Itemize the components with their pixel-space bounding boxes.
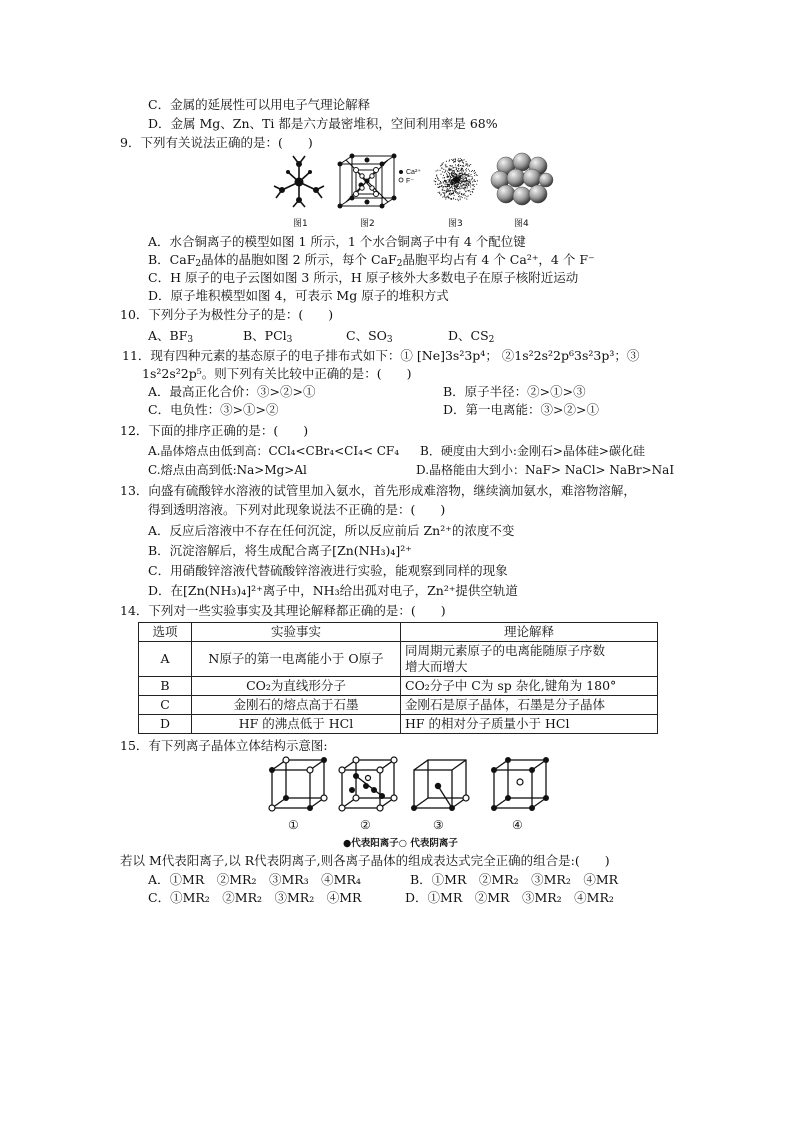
row-option: A bbox=[139, 642, 192, 677]
q15-question: 若以 M代表阳离子,以 R代表阴离子,则各离子晶体的组成表达式完全正确的组合是:( ) bbox=[120, 853, 610, 868]
cube3-structure bbox=[410, 756, 472, 814]
q12-option-d: D.晶格能由大到小：NaF> NaCl> NaBr>NaI bbox=[416, 463, 675, 477]
q10-option-c: C、$SO_3$ bbox=[346, 328, 393, 345]
q9-option-b: B．CaF$_2$晶体的晶胞如图 2 所示，每个 CaF$_2$晶胞平均占有 4 个 Ca²⁺，4 个 F⁻ bbox=[148, 252, 595, 269]
fig1-hydrated-copper-model bbox=[268, 152, 330, 210]
q12-stem: 12．下面的排序正确的是：( ) bbox=[120, 423, 309, 438]
q11-option-a: A．最高正化合价：③>②>① bbox=[148, 384, 316, 399]
q9-option-c: C．H 原子的电子云图如图 3 所示，H 原子核外大多数电子在原子核附近运动 bbox=[148, 270, 579, 285]
fig4-caption: 图4 bbox=[514, 219, 529, 229]
row-fact: N原子的第一电离能小于 O原子 bbox=[192, 642, 401, 677]
q8-option-d: D．金属 Mg、Zn、Ti 都是六方最密堆积，空间利用率是 68% bbox=[148, 116, 498, 131]
q9-stem: 9．下列有关说法正确的是：( ) bbox=[120, 135, 313, 150]
header-explanation: 理论解释 bbox=[401, 623, 658, 642]
q11-option-d: D．第一电离能：③>②>① bbox=[443, 402, 599, 417]
q13-stem-line1: 13．向盛有硫酸锌水溶液的试管里加入氨水，首先形成难溶物，继续滴加氨水，难溶物溶解， bbox=[120, 483, 636, 498]
q13-stem-line2: 得到透明溶液。下列对此现象说法不正确的是：( ) bbox=[148, 502, 446, 517]
table-row bbox=[139, 696, 658, 715]
q12-option-c: C.熔点由高到低:Na>Mg>Al bbox=[148, 463, 307, 477]
q15-option-d: D．①MR ②MR ③MR₂ ④MR₂ bbox=[405, 890, 614, 905]
q14-stem: 14．下列对一些实验事实及其理论解释都正确的是：( ) bbox=[120, 603, 446, 618]
header-option: 选项 bbox=[139, 623, 192, 642]
q15-option-a: A．①MR ②MR₂ ③MR₃ ④MR₄ bbox=[148, 872, 361, 887]
cube2-structure bbox=[338, 756, 400, 814]
cube3-label: ③ bbox=[433, 818, 444, 832]
fig4-atom-stacking-model bbox=[490, 152, 554, 208]
fig3-electron-cloud bbox=[432, 152, 480, 208]
q11-option-b: B．原子半径：②>①>③ bbox=[443, 384, 586, 399]
row-fact: HF 的沸点低于 HCl bbox=[192, 715, 401, 734]
q15-option-c: C．①MR₂ ②MR₂ ③MR₂ ④MR bbox=[148, 890, 362, 905]
row-fact: CO₂为直线形分子 bbox=[192, 677, 401, 696]
row-fact: 金刚石的熔点高于石墨 bbox=[192, 696, 401, 715]
q14-table bbox=[138, 622, 658, 734]
q11-stem-line1: 11．现有四种元素的基态原子的电子排布式如下：① [Ne]3s²3p⁴； ②1s²2s²2p⁶3s²3p³；③ bbox=[122, 348, 640, 363]
q9-option-a: A．水合铜离子的模型如图 1 所示，1 个水合铜离子中有 4 个配位键 bbox=[148, 234, 526, 249]
fig1-caption: 图1 bbox=[293, 219, 308, 229]
fig3-caption: 图3 bbox=[448, 219, 463, 229]
q10-option-b: B、PCl$_3$ bbox=[243, 328, 293, 345]
q10-stem: 10．下列分子为极性分子的是：( ) bbox=[120, 307, 334, 322]
q13-option-b: B．沉淀溶解后，将生成配合离子[Zn(NH₃)₄]²⁺ bbox=[148, 543, 412, 558]
row-option: B bbox=[139, 677, 192, 696]
q11-option-c: C．电负性：③>①>② bbox=[148, 402, 279, 417]
q12-option-a: A.晶体熔点由低到高：CCl₄<CBr₄<CI₄< CF₄ bbox=[148, 444, 400, 458]
q13-option-d: D．在[Zn(NH₃)₄]²⁺离子中，NH₃给出孤对电子，Zn²⁺提供空轨道 bbox=[148, 583, 518, 598]
row-explanation: HF 的相对分子质量小于 HCl bbox=[401, 715, 658, 734]
fig2-label-ca: Ca²⁺ bbox=[406, 169, 421, 176]
q12-option-b: B．硬度由大到小:金刚石>晶体硅>碳化硅 bbox=[420, 444, 645, 458]
table-row bbox=[139, 642, 658, 677]
fig2-caption: 图2 bbox=[360, 219, 375, 229]
fig2-caf2-unit-cell bbox=[336, 152, 426, 212]
q8-option-c: C．金属的延展性可以用电子气理论解释 bbox=[148, 97, 371, 112]
cube1-structure bbox=[268, 756, 330, 814]
table-row bbox=[139, 677, 658, 696]
header-fact: 实验事实 bbox=[192, 623, 401, 642]
cube1-label: ① bbox=[288, 818, 299, 832]
row-explanation: 同周期元素原子的电离能随原子序数 增大而增大 bbox=[401, 642, 658, 677]
row-explanation: CO₂分子中 C为 sp 杂化,键角为 180° bbox=[401, 677, 658, 696]
q13-option-a: A．反应后溶液中不存在任何沉淀，所以反应前后 Zn²⁺的浓度不变 bbox=[148, 523, 515, 538]
q15-stem: 15．有下列离子晶体立体结构示意图: bbox=[120, 738, 328, 753]
cube4-label: ④ bbox=[512, 818, 523, 832]
q13-option-c: C．用硝酸锌溶液代替硫酸锌溶液进行实验，能观察到同样的现象 bbox=[148, 563, 508, 578]
cube4-structure bbox=[490, 756, 552, 814]
q10-option-a: A、$BF_3$ bbox=[148, 328, 194, 345]
table-row bbox=[139, 715, 658, 734]
cube2-label: ② bbox=[360, 818, 371, 832]
table-header-row bbox=[139, 623, 658, 642]
q11-stem-line2: 1s²2s²2p⁵。则下列有关比较中正确的是：( ) bbox=[142, 366, 412, 381]
q15-option-b: B．①MR ②MR₂ ③MR₂ ④MR bbox=[410, 872, 619, 887]
row-explanation: 金刚石是原子晶体，石墨是分子晶体 bbox=[401, 696, 658, 715]
row-option: C bbox=[139, 696, 192, 715]
q9-option-d: D．原子堆积模型如图 4，可表示 Mg 原子的堆积方式 bbox=[148, 288, 449, 303]
fig2-label-f: F⁻ bbox=[406, 178, 414, 185]
row-option: D bbox=[139, 715, 192, 734]
cube-legend: ●代表阳离子○ 代表阴离子 bbox=[343, 838, 458, 849]
q10-option-d: D、$CS_2$ bbox=[448, 328, 495, 345]
